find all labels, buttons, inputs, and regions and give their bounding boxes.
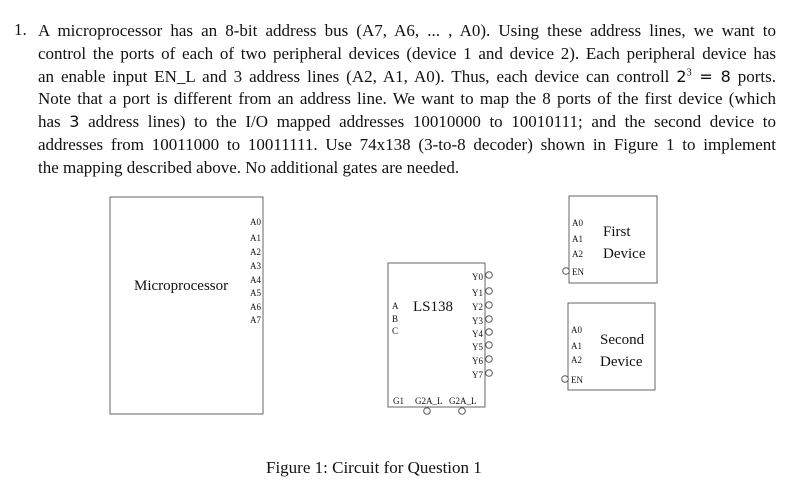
microprocessor-box [110, 197, 263, 414]
power-base: 2 [676, 66, 687, 86]
output-bubble-y0 [486, 272, 493, 279]
decoder-label: LS138 [413, 299, 454, 315]
decoder-output-y5: Y5 [472, 342, 483, 352]
mp-pin-a4: A4 [250, 275, 261, 285]
device2-enable-bubble [562, 376, 569, 383]
microprocessor-label: Microprocessor [134, 278, 229, 294]
device2-label-line1: Second [600, 332, 645, 348]
device2-pin-a1: A1 [571, 341, 582, 351]
output-bubble-y3 [486, 316, 493, 323]
device2-enable: EN [571, 375, 583, 385]
mp-pin-a2: A2 [250, 247, 261, 257]
device1-pin-a1: A1 [572, 234, 583, 244]
mp-pin-a1: A1 [250, 233, 261, 243]
output-bubble-y4 [486, 329, 493, 336]
line-3-text: an enable input EN_L and 3 address lines (A2, A1, A0). Thus, each device can controll [38, 66, 677, 86]
device2-pin-a0: A0 [571, 325, 582, 335]
decoder-box [388, 263, 485, 407]
decoder-block [388, 263, 492, 414]
line-5-tail: address lines) to the I/O mapped addresses 10010000 to 10010111; and the second device to [79, 112, 776, 132]
decoder-output-y0: Y0 [472, 272, 483, 282]
decoder-input-a: A [392, 301, 399, 311]
question-line-1: A microprocessor has an 8-bit address bus (A7, A6, ... , A0). Using these address lines, we want to [38, 21, 776, 40]
mp-pin-a7: A7 [250, 315, 261, 325]
decoder-input-b: B [392, 314, 399, 324]
mp-pin-a6: A6 [250, 302, 261, 312]
device2-pin-a2: A2 [571, 355, 582, 365]
question-number: 1. [14, 20, 27, 39]
decoder-output-y6: Y6 [472, 356, 483, 366]
mp-pin-a3: A3 [250, 261, 261, 271]
line-3-tail: ports. [730, 66, 776, 86]
question-line-7: the mapping described above. No additional gates are needed. [38, 157, 460, 177]
output-bubble-y5 [486, 342, 493, 349]
decoder-enable-g1: G1 [393, 396, 404, 406]
first-device-block [563, 196, 657, 283]
decoder-enable-g2a-2: G2A_L [449, 396, 477, 406]
decoder-input-c: C [392, 326, 399, 336]
address-line-count: 3 [69, 112, 80, 132]
decoder-output-y1: Y1 [472, 288, 483, 298]
enable-bubble-g2a-1 [424, 408, 431, 415]
decoder-output-y2: Y2 [472, 302, 483, 312]
mp-pin-a5: A5 [250, 288, 261, 298]
line-5-text: has [38, 112, 70, 132]
enable-bubble-g2a-2 [459, 408, 466, 415]
output-bubble-y6 [486, 356, 493, 363]
decoder-output-y4: Y4 [472, 329, 483, 339]
decoder-output-y3: Y3 [472, 316, 483, 326]
power-result: = 8 [691, 66, 731, 86]
output-bubble-y2 [486, 302, 493, 309]
device2-label-line2: Device [600, 354, 643, 370]
question-line-6: addresses from 10011000 to 10011111. Use 74x138 (3-to-8 decoder) shown in Figure 1 to implement [38, 135, 776, 154]
device1-pin-a0: A0 [572, 218, 583, 228]
second-device-block [562, 303, 655, 390]
device1-enable-bubble [563, 268, 570, 275]
output-bubble-y7 [486, 370, 493, 377]
question-line-4: Note that a port is different from an address line. We want to map the 8 ports of the first device (which [38, 89, 776, 109]
question-line-2: control the ports of each of two peripheral devices (device 1 and device 2). Each peripheral device has [38, 43, 776, 63]
mp-pin-a0: A0 [250, 217, 261, 227]
output-bubble-y1 [486, 288, 493, 295]
device1-enable: EN [572, 267, 584, 277]
device1-label-line1: First [603, 224, 631, 240]
decoder-output-y7: Y7 [472, 370, 483, 380]
power-exponent: 3 [686, 66, 692, 78]
decoder-enable-g2a-1: G2A_L [415, 396, 443, 406]
microprocessor-block [110, 197, 263, 414]
figure-caption: Figure 1: Circuit for Question 1 [266, 458, 482, 477]
device1-pin-a2: A2 [572, 249, 583, 259]
device1-label-line2: Device [603, 246, 646, 262]
